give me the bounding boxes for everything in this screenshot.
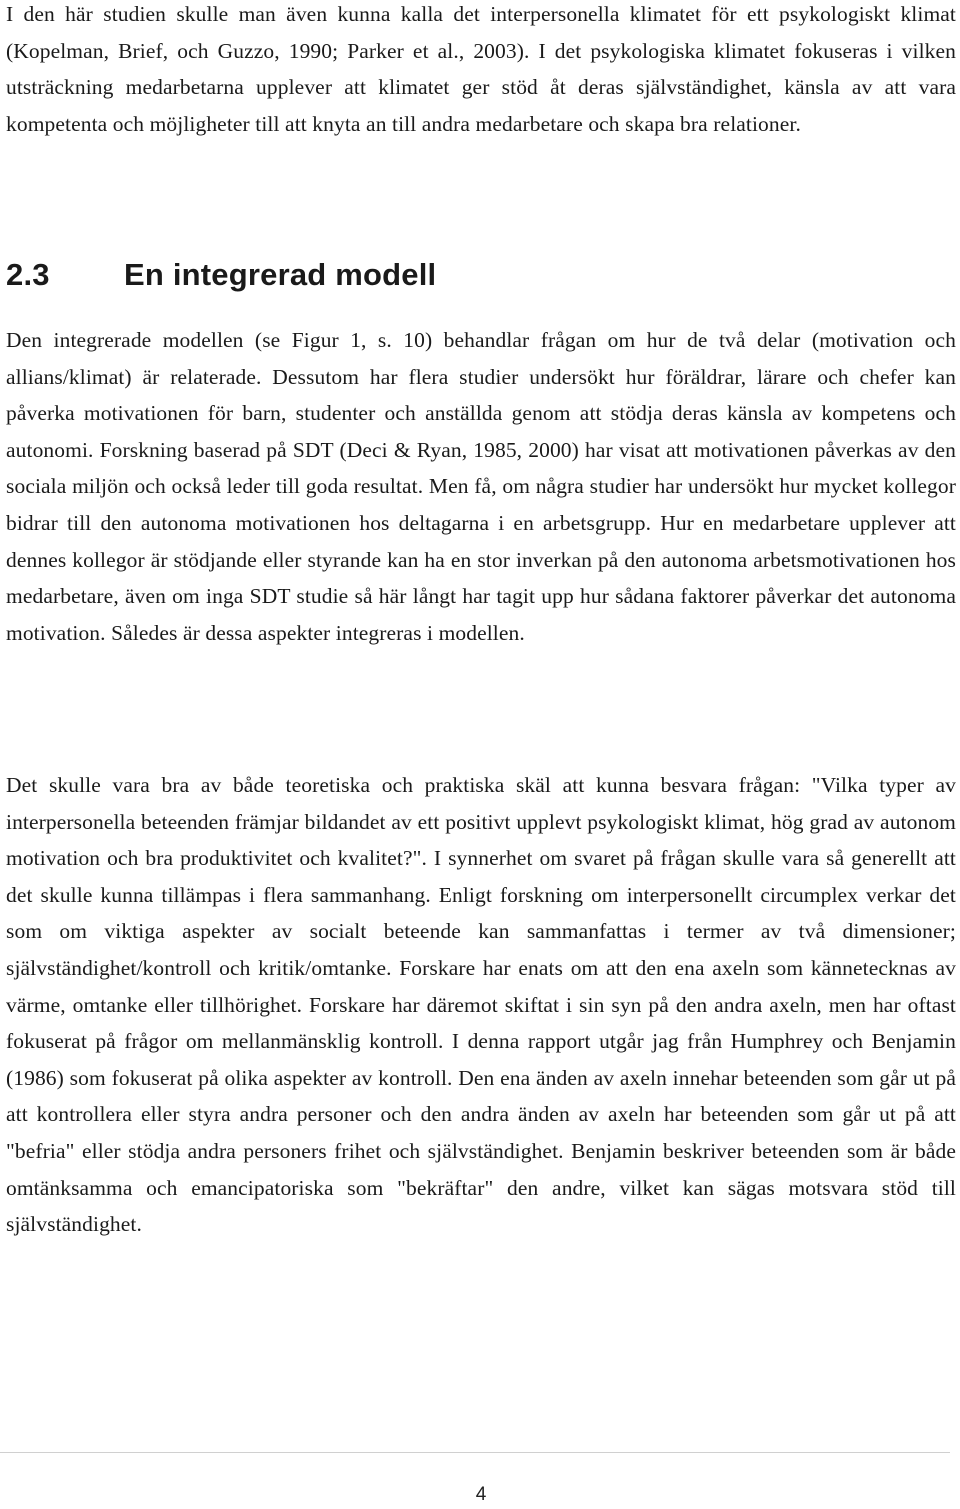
footer-divider	[0, 1452, 950, 1453]
body-paragraph-2: Den integrerade modellen (se Figur 1, s. 10) behandlar frågan om hur de två delar (motivation och allians/klimat) är relaterade. Dessutom har flera studier undersökt hur föräldrar, lärare och chefer kan påverka motivationen för barn, studenter och anställda genom att stödja deras känsla av kompetens och autonomi. Forskning baserad på SDT (Deci & Ryan, 1985, 2000) har visat att motivationen påverkas av den sociala miljön och också leder till goda resultat. Men få, om några studier har undersökt hur mycket kollegor bidrar till den autonoma motivationen hos deltagarna i en arbetsgrupp. Hur en medarbetare upplever att dennes kollegor är stödjande eller styrande kan ha en stor inverkan på den autonoma arbetsmotivationen hos medarbetare, även om inga SDT studie så här långt har tagit upp hur sådana faktorer påverkar det autonoma motivation. Således är dessa aspekter integreras i modellen.	[6, 328, 956, 645]
section-heading	[6, 255, 436, 295]
section-number: 2.3	[6, 257, 50, 292]
body-paragraph-3: Det skulle vara bra av både teoretiska och praktiska skäl att kunna besvara frågan: "Vilka typer av interpersonella beteenden främjar bildandet av ett positivt upplevt psykologiskt klimat, hög grad av autonom motivation och bra produktivitet och kvalitet?". I synnerhet om svaret på frågan skulle vara så generellt att det skulle kunna tillämpas i flera sammanhang. Enligt forskning om interpersonellt circumplex verkar det som om viktiga aspekter av socialt beteende kan sammanfattas i termer av två dimensioner; självständighet/kontroll och kritik/omtanke. Forskare har enats om att den ena axeln som kännetecknas av värme, omtanke eller tillhörighet. Forskare har däremot skiftat i sin syn på den andra axeln, men har oftast fokuserat på frågor om mellanmänsklig kontroll. I denna rapport utgår jag från Humphrey och Benjamin (1986) som fokuserat på olika aspekter av kontroll. Den ena änden av axeln innehar beteenden som går ut på att kontrollera eller styra andra personer och den andra änden av axeln har beteenden som går ut på att "befria" eller stödja andra personers frihet och självständighet. Benjamin beskriver beteenden som är både omtänksamma och emancipatoriska som "bekräftar" den andre, vilket kan sägas motsvara stöd till självständighet.	[6, 773, 956, 1237]
body-paragraph-1: I den här studien skulle man även kunna kalla det interpersonella klimatet för ett psykologiskt klimat (Kopelman, Brief, och Guzzo, 1990; Parker et al., 2003). I det psykologiska klimatet fokuseras i vilken utsträckning medarbetarna upplever att klimatet ger stöd åt deras självständighet, känsla av att vara kompetenta och möjligheter till att knyta an till andra medarbetare och skapa bra relationer.	[6, 2, 956, 136]
page-number: 4	[475, 1484, 487, 1505]
section-title: En integrerad modell	[124, 257, 437, 292]
